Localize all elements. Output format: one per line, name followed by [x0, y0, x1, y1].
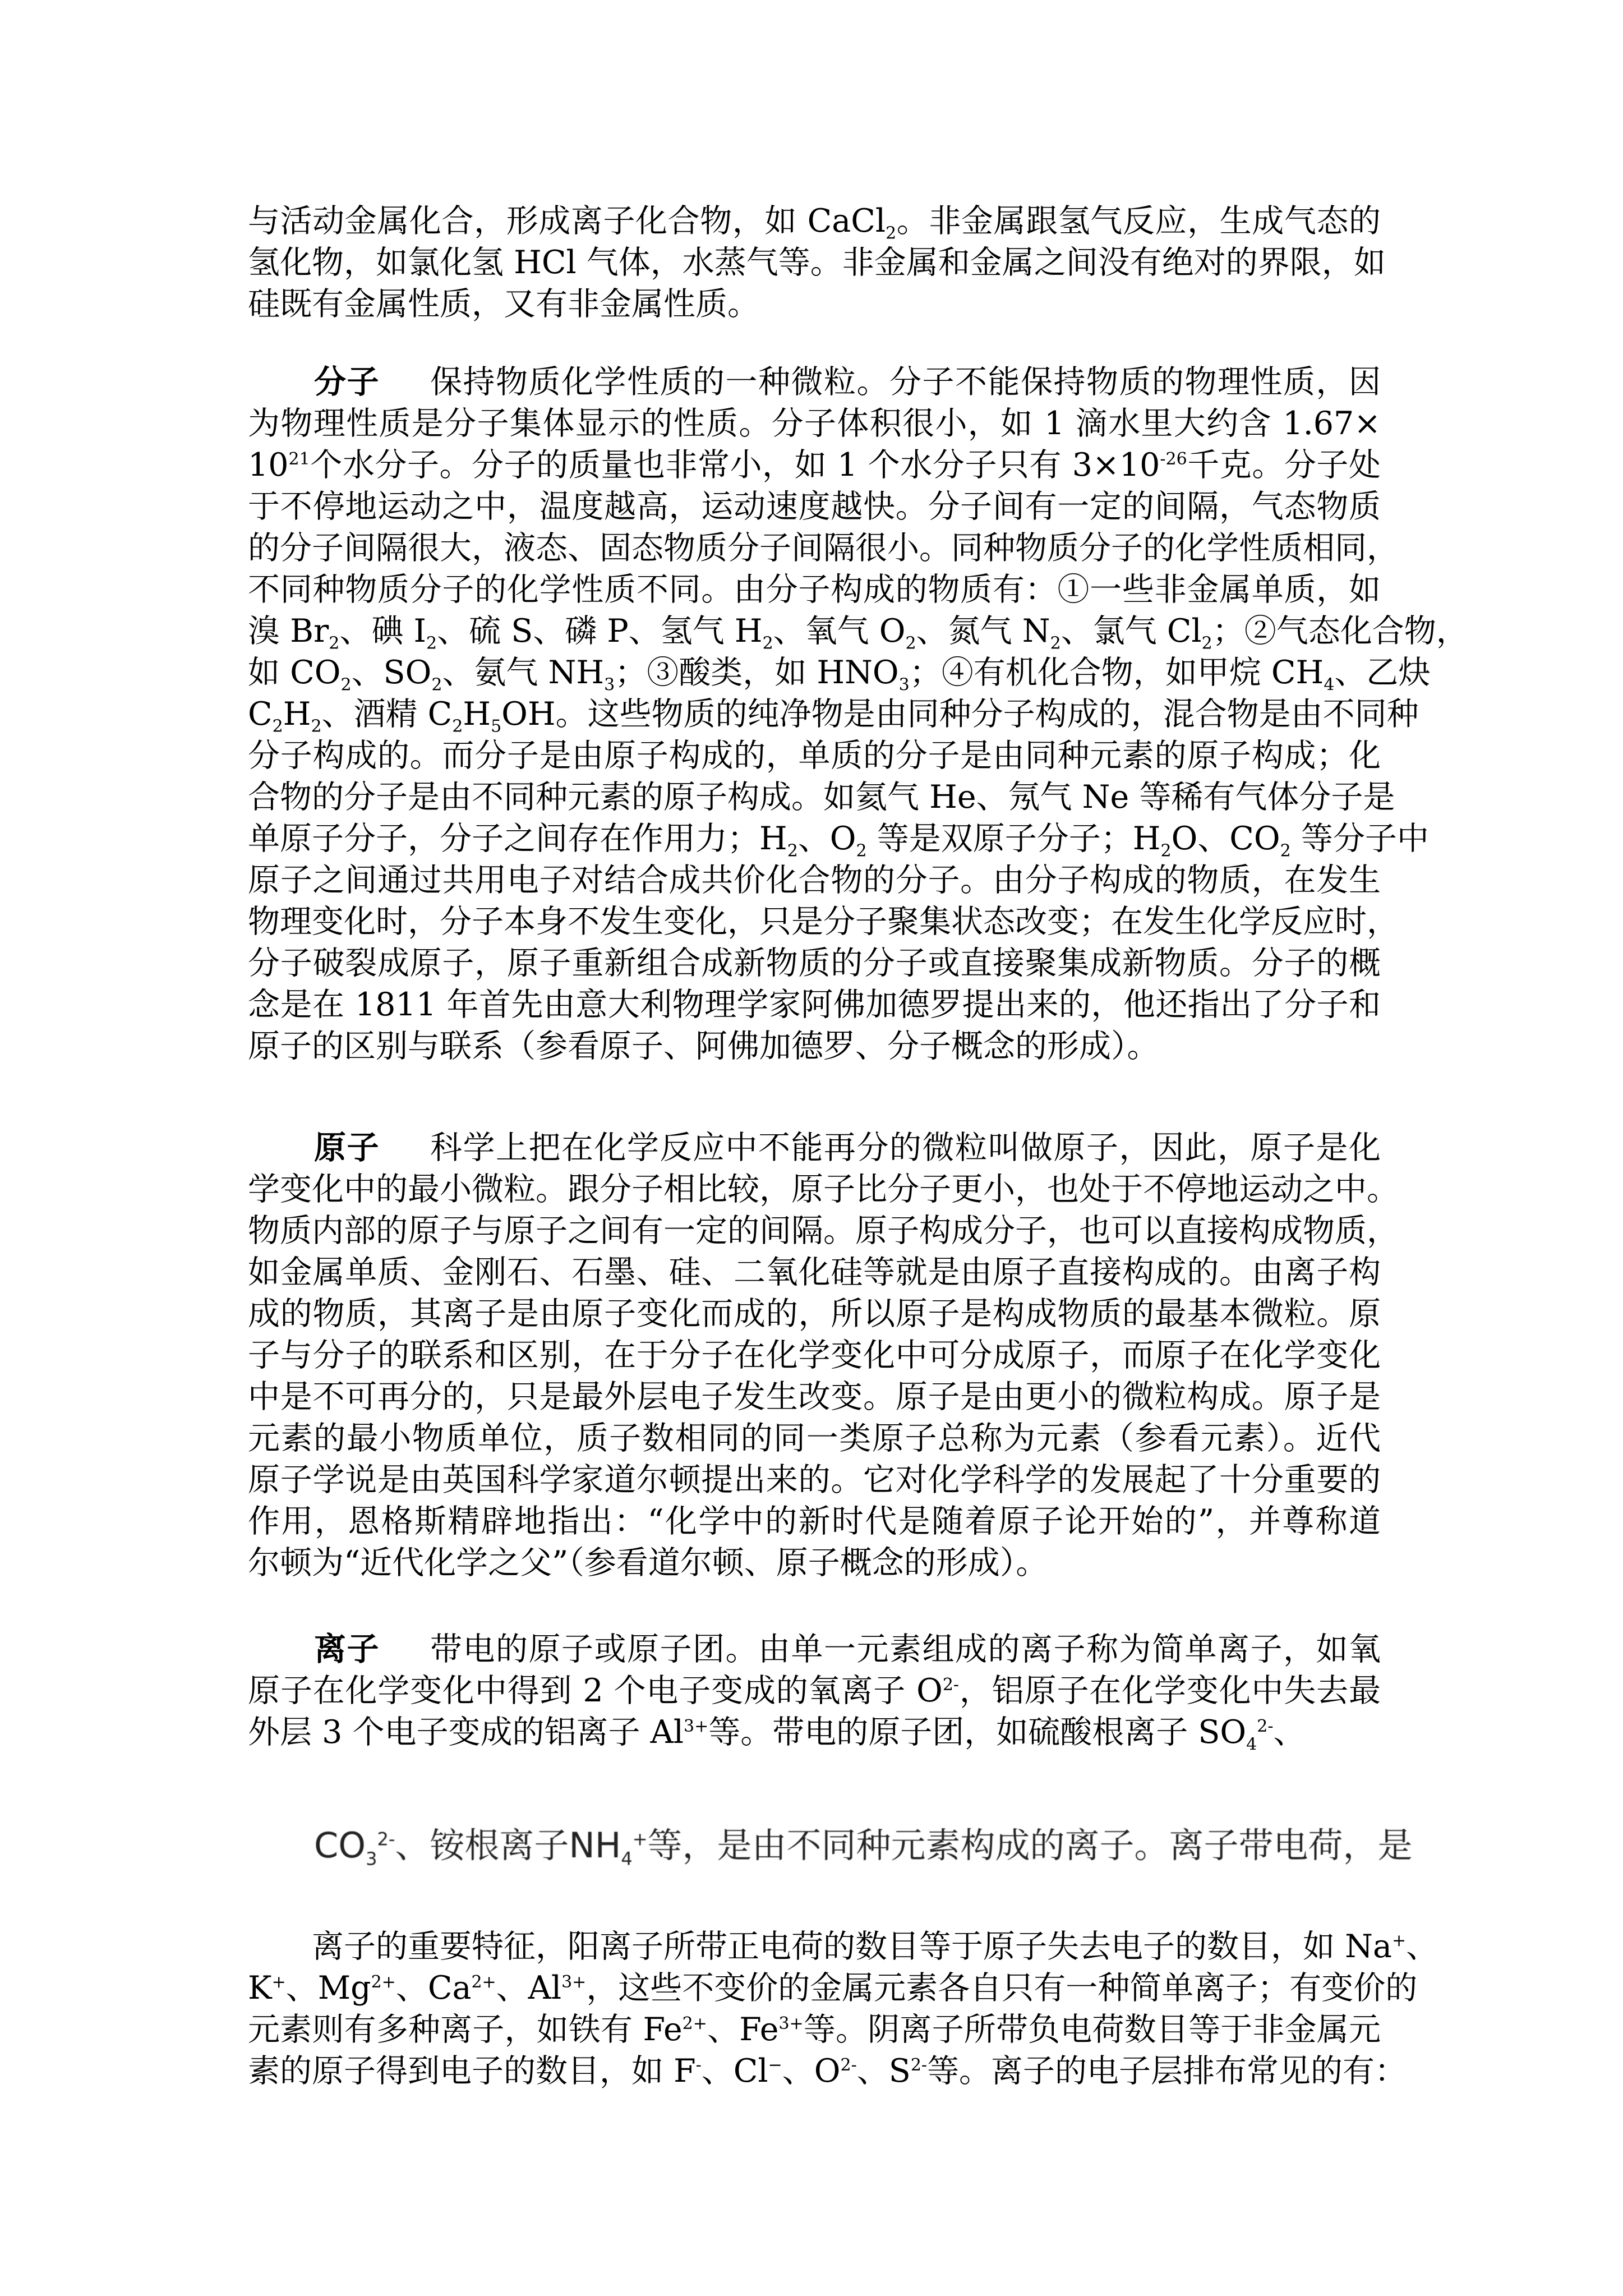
text-line	[248, 361, 1381, 403]
text-line	[248, 1025, 1381, 1067]
text-run: 、	[1273, 1714, 1306, 1751]
subscript: 2	[329, 633, 340, 654]
text-run: 、	[1406, 1928, 1438, 1965]
text-run: 物理变化时，分子本身不发生变化，只是分子聚集状态改变；在发生化学反应时，	[248, 903, 1399, 940]
text-run: 个水分子。分子的质量也非常小，如 1 个水分子只有 3×10	[310, 447, 1160, 484]
text-line	[248, 2050, 1407, 2092]
text-line	[248, 818, 1429, 861]
subscript: 2	[452, 716, 463, 737]
text-run: 分子构成的。而分子是由原子构成的，单质的分子是由同种元素的原子构成；化	[248, 737, 1381, 774]
text-line	[248, 403, 1381, 444]
text-run: 如金属单质、金刚石、石墨、硅、二氧化硅等就是由原子直接构成的。由离子构	[248, 1254, 1381, 1291]
text-run: 、铵根离子NH	[395, 1825, 621, 1866]
text-run: 。非金属跟氢气反应，生成气态的	[896, 203, 1381, 240]
text-run: CO	[314, 1825, 366, 1866]
text-run: 成的物质，其离子是由原子变化而成的，所以原子是构成物质的最基本微粒。原	[248, 1295, 1381, 1332]
text-run: 、Al	[496, 1970, 562, 2007]
text-run: 、O	[797, 820, 856, 857]
text-line	[248, 652, 1431, 695]
text-line	[248, 486, 1381, 527]
text-run: 不同种物质分子的化学性质不同。由分子构成的物质有：①一些非金属单质，如	[248, 571, 1381, 608]
subscript: 2	[311, 716, 322, 737]
subscript: 2	[340, 675, 352, 695]
text-line	[248, 242, 1386, 283]
text-run: 子与分子的联系和区别，在于分子在化学变化中可分成原子，而原子在化学变化	[248, 1337, 1381, 1374]
text-line	[248, 1418, 1381, 1459]
text-line	[248, 610, 1468, 654]
text-run: 物质内部的原子与原子之间有一定的间隔。原子构成分子，也可以直接构成物质，	[248, 1212, 1399, 1249]
text-run: 素的原子得到电子的数目，如 F	[248, 2053, 696, 2090]
text-line	[248, 1501, 1381, 1542]
text-line	[248, 569, 1381, 610]
text-run: ；③酸类，如 HNO	[615, 654, 899, 691]
text-run: 元素则有多种离子，如铁有 Fe	[248, 2011, 683, 2048]
text-run: 元素的最小物质单位，质子数相同的同一类原子总称为元素（参看元素）。近代	[248, 1420, 1381, 1457]
superscript: 3+	[561, 1972, 587, 1992]
text-run: 溴 Br	[248, 613, 329, 650]
text-run: 氢化物，如氯化氢 HCl 气体，水蒸气等。非金属和金属之间没有绝对的界限，如	[248, 244, 1386, 281]
text-line	[248, 1168, 1399, 1210]
text-run: 、Fe	[707, 2011, 779, 2048]
text-line	[248, 901, 1399, 942]
text-run: 、Ca	[395, 1970, 472, 2007]
text-run: 带电的原子或原子团。由单一元素组成的离子称为简单离子，如氧	[430, 1631, 1381, 1668]
text-run: 、氨气 NH	[442, 654, 605, 691]
text-run: 中是不可再分的，只是最外层电子发生改变。原子是由更小的微粒构成。原子是	[248, 1378, 1381, 1415]
subscript: 3	[898, 675, 910, 695]
subscript: 2	[426, 633, 437, 654]
subscript: 4	[1324, 675, 1335, 695]
text-run: 、Cl	[701, 2053, 768, 2090]
superscript: 2+	[682, 2014, 707, 2033]
text-run: 离子的重要特征，阳离子所带正电荷的数目等于原子失去电子的数目，如 Na	[248, 1928, 1392, 1965]
text-run: C	[248, 696, 273, 733]
text-run: 分子破裂成原子，原子重新组合成新物质的分子或直接聚集成新物质。分子的概	[248, 945, 1381, 982]
text-run: 、氧气 O	[773, 613, 906, 650]
text-line	[248, 735, 1381, 776]
subscript: 4	[1246, 1734, 1257, 1755]
text-run: 等，是由不同种元素构成的离子。离子带电荷，是	[647, 1825, 1413, 1866]
text-line	[248, 776, 1395, 818]
text-run: O、CO	[1171, 820, 1280, 857]
text-run: 的分子间隔很大，液态、固态物质分子间隔很小。同种物质分子的化学性质相同，	[248, 530, 1399, 567]
text-run: H	[283, 696, 311, 733]
text-run: K	[248, 1970, 272, 2007]
text-run: 为物理性质是分子集体显示的性质。分子体积很小，如 1 滴水里大约含 1.67×	[248, 405, 1381, 442]
text-run: 单原子分子，分子之间存在作用力；H	[248, 820, 787, 857]
superscript: 2-	[942, 1675, 960, 1695]
text-run: 学变化中的最小微粒。跟分子相比较，原子比分子更小，也处于不停地运动之中。	[248, 1171, 1399, 1208]
text-run: 原子在化学变化中得到 2 个电子变成的氧离子 O	[248, 1672, 943, 1709]
text-line	[248, 1459, 1381, 1501]
superscript: 2-	[840, 2055, 857, 2075]
paragraph-molecule	[248, 361, 1468, 1067]
superscript: 2-	[377, 1828, 395, 1850]
text-line	[248, 2009, 1381, 2050]
text-run: 、Mg	[285, 1970, 371, 2007]
text-run: 等。带电的原子团，如硫酸根离子 SO	[708, 1714, 1247, 1751]
text-line	[248, 859, 1381, 901]
superscript: 2-	[910, 2055, 928, 2075]
text-run: 、氯气 Cl	[1061, 613, 1202, 650]
text-run: 如 CO	[248, 654, 341, 691]
superscript: 2+	[471, 1972, 496, 1992]
text-line	[248, 283, 1381, 325]
embedded-text-image-line	[314, 1820, 1413, 1871]
text-line	[248, 1926, 1438, 1967]
text-run: 作用，恩格斯精辟地指出：“化学中的新时代是随着原子论开始的”，并尊称道	[248, 1503, 1381, 1540]
superscript: −	[768, 2055, 782, 2075]
text-run: 10	[248, 447, 289, 484]
text-run: 于不停地运动之中，温度越高，运动速度越快。分子间有一定的间隔，气态物质	[248, 488, 1381, 525]
text-run: 等。离子的电子层排布常见的有：	[927, 2053, 1407, 2090]
text-run: 外层 3 个电子变成的铝离子 Al	[248, 1714, 684, 1751]
superscript: +	[1391, 1931, 1407, 1950]
text-line	[248, 693, 1419, 737]
text-run: 、硫 S、磷 P、氢气 H	[437, 613, 763, 650]
text-line	[248, 942, 1381, 984]
text-line	[248, 1711, 1381, 1753]
term-heading: 原子	[314, 1129, 380, 1166]
subscript: 3	[366, 1848, 377, 1870]
text-run: 原子的区别与联系（参看原子、阿佛加德罗、分子概念的形成）。	[248, 1028, 1159, 1065]
text-run: 、SO	[351, 654, 432, 691]
text-run: ；④有机化合物，如甲烷 CH	[909, 654, 1324, 691]
subscript: 2	[886, 223, 897, 243]
text-line	[248, 1293, 1381, 1335]
text-line	[248, 1967, 1418, 2009]
subscript: 2	[762, 633, 773, 654]
text-run: 、酒精 C	[321, 696, 453, 733]
superscript: 2-	[1257, 1717, 1274, 1736]
text-run: 、O	[782, 2053, 841, 2090]
subscript: 2	[1050, 633, 1061, 654]
text-line	[248, 444, 1381, 486]
superscript: 2+	[371, 1972, 396, 1992]
text-run: 念是在 1811 年首先由意大利物理学家阿佛加德罗提出来的，他还指出了分子和	[248, 986, 1381, 1023]
text-run: 、氮气 N	[916, 613, 1050, 650]
text-line	[248, 1542, 1381, 1584]
text-run: ，铝原子在化学变化中失去最	[959, 1672, 1381, 1709]
superscript: -	[695, 2055, 702, 2075]
superscript: -26	[1160, 449, 1187, 469]
text-run: 原子学说是由英国科学家道尔顿提出来的。它对化学科学的发展起了十分重要的	[248, 1461, 1381, 1498]
paragraph-ion	[248, 1628, 1381, 1753]
text-line	[248, 200, 1381, 242]
subscript: 2	[1201, 633, 1212, 654]
superscript: 21	[288, 449, 310, 469]
subscript: 2	[856, 841, 867, 861]
text-run: 保持物质化学性质的一种微粒。分子不能保持物质的物理性质，因	[430, 364, 1381, 401]
paragraph-nonmetal	[248, 200, 1386, 325]
subscript: 5	[491, 716, 502, 737]
text-run: OH。这些物质的纯净物是由同种分子构成的，混合物是由不同种	[501, 696, 1419, 733]
subscript: 3	[604, 675, 615, 695]
superscript: 3+	[684, 1717, 709, 1736]
subscript: 2	[1280, 841, 1291, 861]
subscript: 4	[621, 1848, 633, 1870]
term-heading: 分子	[314, 363, 380, 401]
text-line	[248, 1210, 1399, 1251]
text-run: 千克。分子处	[1187, 447, 1381, 484]
paragraph-ion-features	[248, 1926, 1438, 2092]
text-line	[248, 1376, 1381, 1418]
text-run: 原子之间通过共用电子对结合成共价化合物的分子。由分子构成的物质，在发生	[248, 862, 1381, 899]
text-line	[248, 1251, 1381, 1293]
superscript: +	[632, 1828, 648, 1850]
text-run: 、S	[856, 2053, 911, 2090]
text-run: ；②气态化合物，	[1212, 613, 1468, 650]
text-run: 等是双原子分子；H	[866, 820, 1161, 857]
subscript: 2	[431, 675, 442, 695]
text-run: 科学上把在化学反应中不能再分的微粒叫做原子，因此，原子是化	[430, 1129, 1381, 1166]
text-line	[248, 1628, 1381, 1670]
subscript: 2	[905, 633, 916, 654]
text-line	[248, 1127, 1381, 1168]
text-run: 尔顿为“近代化学之父”（参看道尔顿、原子概念的形成）。	[248, 1544, 1048, 1581]
superscript: +	[271, 1972, 286, 1992]
subscript: 2	[787, 841, 798, 861]
text-line	[248, 1670, 1381, 1711]
subscript: 2	[272, 716, 283, 737]
text-run: 与活动金属化合，形成离子化合物，如 CaCl	[248, 203, 886, 240]
text-run: 等。阴离子所带负电荷数目等于非金属元	[803, 2011, 1381, 2048]
subscript: 2	[1160, 841, 1172, 861]
text-run: H	[463, 696, 491, 733]
superscript: 3+	[778, 2014, 804, 2033]
text-run: 等分子中	[1290, 820, 1429, 857]
text-run: 、乙炔	[1334, 654, 1431, 691]
paragraph-atom	[248, 1127, 1399, 1584]
text-line	[248, 527, 1399, 569]
text-line	[248, 1335, 1381, 1376]
text-line	[248, 984, 1381, 1025]
text-run: 硅既有金属性质，又有非金属性质。	[248, 286, 759, 323]
term-heading: 离子	[314, 1630, 380, 1668]
text-run: 合物的分子是由不同种元素的原子构成。如氦气 He、氖气 Ne 等稀有气体分子是	[248, 779, 1395, 816]
text-run: 、碘 I	[339, 613, 426, 650]
text-run: ，这些不变价的金属元素各自只有一种简单离子；有变价的	[586, 1970, 1418, 2007]
